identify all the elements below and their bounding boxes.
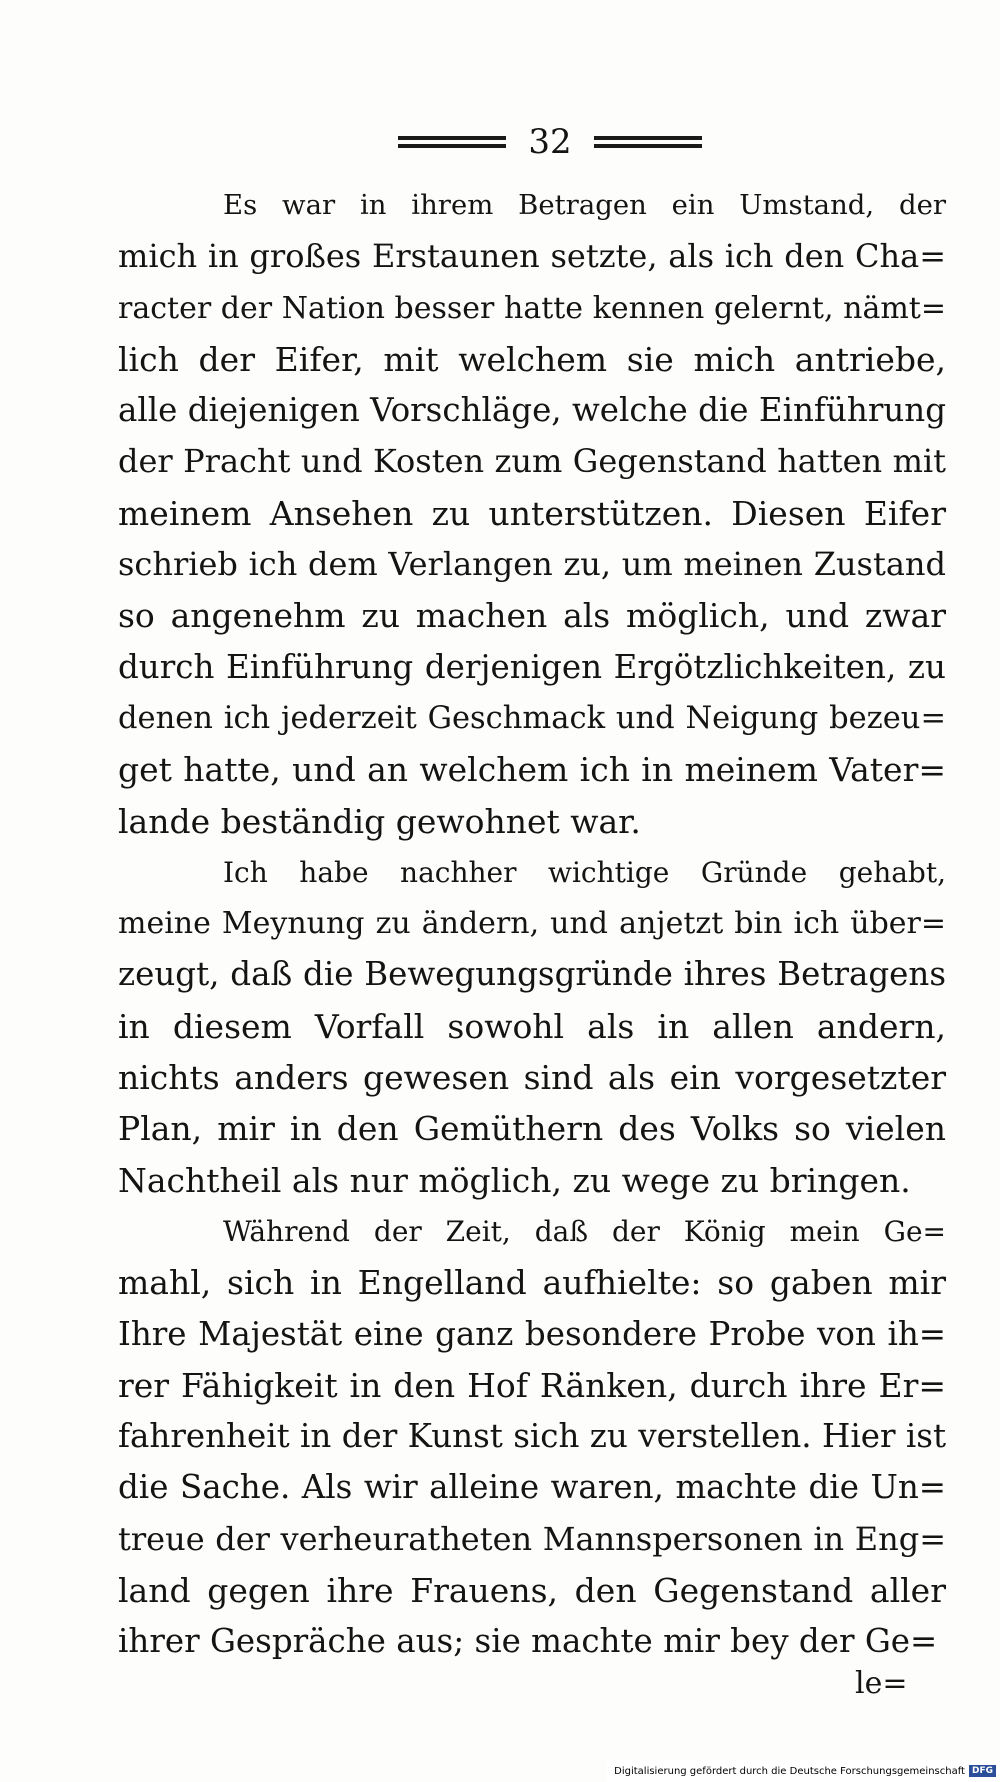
text-line: Ihre Majestät eine ganz besondere Probe von ih=	[118, 1314, 946, 1353]
paragraph	[118, 180, 946, 847]
page-number: 32	[528, 122, 572, 162]
credit-text: Digitalisierung gefördert durch die Deutsche Forschungsgemeinschaft	[614, 1765, 965, 1777]
text-line: mahl, sich in Engelland aufhielte: so gaben mir	[118, 1263, 946, 1303]
text-line: meinem Ansehen zu unterstützen. Diesen Eifer	[118, 493, 946, 533]
text-line: alle diejenigen Vorschläge, welche die Einführung	[118, 391, 947, 430]
text-line: Plan, mir in den Gemüthern des Volks so vielen	[118, 1109, 946, 1149]
text-line: so angenehm zu machen als möglich, und zwar	[118, 596, 946, 636]
header-rule-right	[594, 136, 702, 148]
text-line: Es war in ihrem Betragen ein Umstand, der	[223, 189, 946, 221]
paragraph	[118, 1206, 946, 1668]
dfg-logo: DFG	[969, 1765, 996, 1777]
text-line: denen ich jederzeit Geschmack und Neigung bezeu=	[118, 700, 946, 736]
text-line: mich in großes Erstaunen setzte, als ich den Cha=	[118, 237, 946, 276]
text-line: lich der Eifer, mit welchem sie mich antriebe,	[118, 339, 946, 379]
text-line: treue der verheuratheten Mannspersonen in Eng=	[118, 1519, 946, 1558]
text-line: der Pracht und Kosten zum Gegenstand hatten mit	[118, 442, 946, 481]
text-line: zeugt, daß die Bewegungsgründe ihres Betragens	[118, 955, 946, 994]
paragraph	[118, 847, 946, 1206]
text-line: durch Einführung derjenigen Ergötzlichkeiten, zu	[118, 647, 946, 686]
text-line: get hatte, und an welchem ich in meinem Vater=	[118, 750, 946, 790]
text-line: racter der Nation besser hatte kennen gelernt, nämt=	[118, 290, 946, 326]
text-line: Nachtheil als nur möglich, zu wege zu bringen.	[118, 1160, 911, 1200]
text-line: meine Meynung zu ändern, und anjetzt bin ich über=	[118, 906, 946, 942]
text-line: Während der Zeit, daß der König mein Ge=	[223, 1214, 946, 1248]
header-rule-left	[398, 136, 506, 148]
digitization-credit	[606, 1760, 1000, 1782]
text-line: die Sache. Als wir alleine waren, machte die Un=	[118, 1468, 946, 1507]
text-line: schrieb ich dem Verlangen zu, um meinen Zustand	[118, 545, 946, 584]
text-line: nichts anders gewesen sind als ein vorgesetzter	[118, 1058, 946, 1098]
text-line: ihrer Gespräche aus; sie machte mir bey der Ge=	[118, 1622, 938, 1661]
text-line: lande beständig gewohnet war.	[118, 801, 641, 841]
text-line: Ich habe nachher wichtige Gründe gehabt,	[223, 855, 946, 889]
page-header	[390, 122, 710, 162]
catchword: le=	[855, 1666, 908, 1701]
text-line: land gegen ihre Frauens, den Gegenstand aller	[118, 1571, 946, 1611]
page-body-text	[118, 180, 946, 1668]
text-line: in diesem Vorfall sowohl als in allen andern,	[118, 1006, 946, 1046]
text-line: fahrenheit in der Kunst sich zu verstellen. Hier ist	[118, 1417, 946, 1456]
text-line: rer Fähigkeit in den Hof Ränken, durch ihre Er=	[118, 1365, 946, 1405]
